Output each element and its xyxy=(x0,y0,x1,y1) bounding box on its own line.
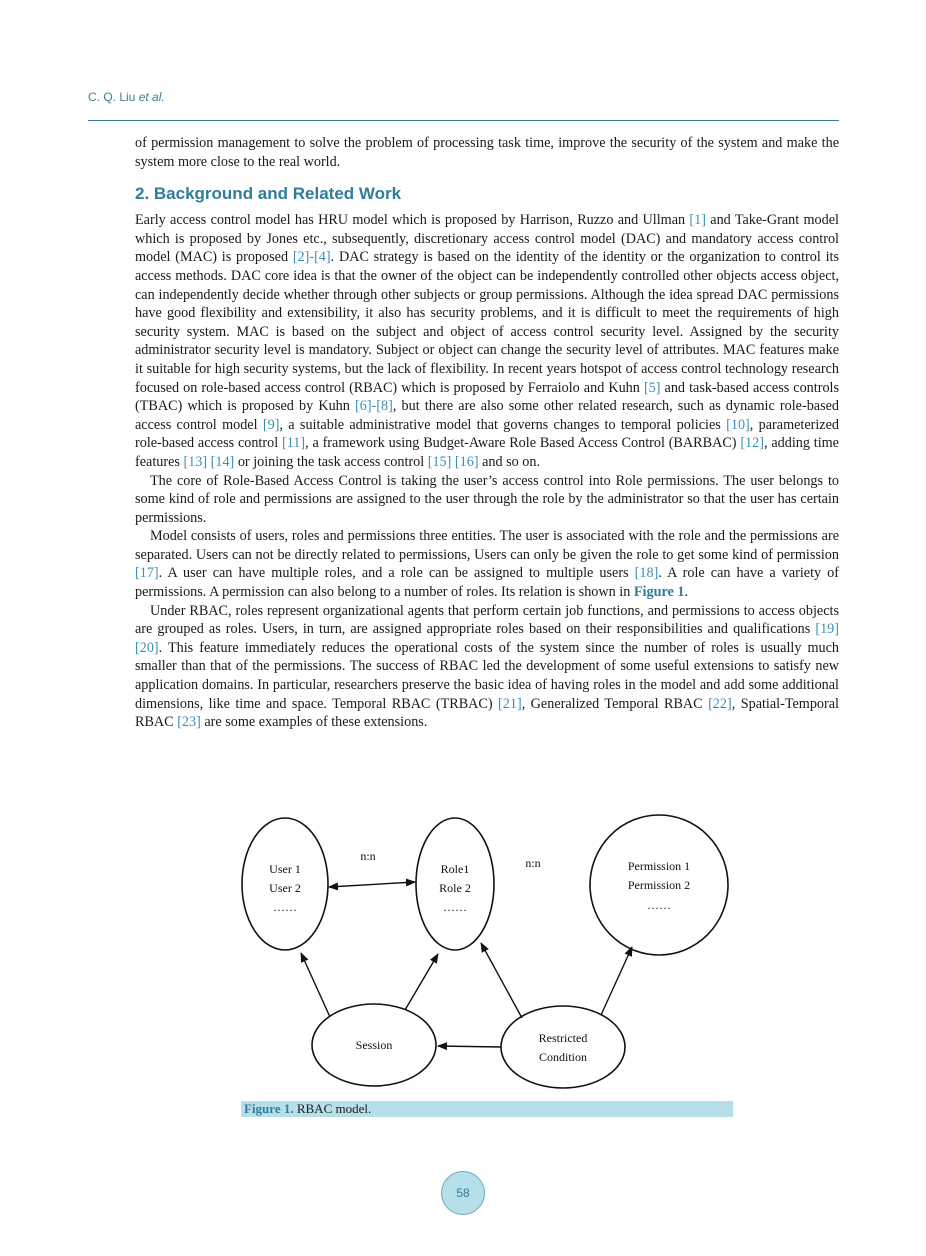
paragraph-2: The core of Role-Based Access Control is taking the user’s access control into Role permissions. The user belongs to some kind of role and permissions are assigned to the user through the role by the administrator so that the user has certain permissions. xyxy=(135,472,839,526)
citation-link[interactable]: [14] xyxy=(210,453,235,470)
citation-link[interactable]: [10] xyxy=(726,416,750,433)
paragraph-4: Under RBAC, roles represent organizational agents that perform certain job functions, and permissions to access objects are grouped as roles. Users, in turn, are assigned appropriate roles based on their responsibilities and qualifications [19] [20]. This feature immediately reduces the operational costs of the system since the number of roles is usually much smaller than that of the permissions. The success of RBAC led the development of some useful extensions to satisfy new application domains. In particular, researchers preserve the basic idea of having roles in the model and add some additional dimensions, like time and space. Temporal RBAC (TRBAC) [21], Generalized Temporal RBAC [22], Spatial-Temporal RBAC [23] are some examples of these extensions. xyxy=(135,602,839,731)
citation-link[interactable]: [12] xyxy=(740,435,764,452)
paragraph-1: Early access control model has HRU model which is proposed by Harrison, Ruzzo and Ullman [1] and Take-Grant model which is proposed by Jones etc., subsequently, discretionary access control model (DAC) and mandatory access control model (MAC) is proposed [2]-[4]. DAC strategy is based on the identity of the identity or the organization to control its access methods. DAC core idea is that the owner of the object can be independently controlled other objects access object, can independently decide whether through other subjects or group permissions. Although the idea spread DAC permissions have good flexibility and extensibility, it also has security problems, and it is difficult to meet the requirements of high security system. MAC is based on the subject and object of access control security level. Assigned by the security administrator security level is mandatory. Subject or object can change the security level of attributes. MAC features make it suitable for high security systems, but the lack of flexibility. In recent years hotspot of access control technology research focused on role-based access control (RBAC) which is proposed by Ferraiolo and Kuhn [5] and task-based access controls (TBAC) which is proposed by Kuhn [6]-[8], but there are also some other related research, such as dynamic role-based access control model [9], a suitable administrative model that governs changes to temporal policies [10], parameterized role-based access control [11], a framework using Budget-Aware Role Based Access Control (BARBAC) [12], adding time features [13] [14] or joining the task access control [15] [16] and so on. xyxy=(135,212,839,470)
user-role-connector xyxy=(329,882,415,887)
restricted-role-connector xyxy=(481,943,522,1018)
user-ellipsis-label: …… xyxy=(273,900,297,914)
caption-text: RBAC model. xyxy=(293,1101,372,1116)
intro-tail-paragraph: of permission management to solve the problem of processing task time, improve the security of the system and make the system more close to the real world. xyxy=(135,135,839,170)
header-rule xyxy=(88,120,839,121)
citation-link[interactable]: [13] xyxy=(183,453,208,470)
citation-link[interactable]: [17] xyxy=(135,565,159,582)
citation-link[interactable]: [20] xyxy=(135,639,159,656)
citation-link[interactable]: [16] xyxy=(454,453,479,470)
citation-link[interactable]: [11] xyxy=(281,435,306,452)
role-2-label: Role 2 xyxy=(439,881,471,895)
running-head-author: C. Q. Liu xyxy=(88,90,139,104)
citation-link[interactable]: [2]-[4] xyxy=(292,249,331,266)
session-user-connector xyxy=(301,953,330,1017)
citation-link[interactable]: [9] xyxy=(262,416,280,433)
role-1-label: Role1 xyxy=(440,862,470,876)
permission-2-label: Permission 2 xyxy=(627,878,691,892)
figure-caption xyxy=(241,1101,733,1117)
citation-link[interactable]: [23] xyxy=(177,714,201,731)
running-head-etal: et al. xyxy=(138,90,165,104)
restricted-permission-connector xyxy=(601,947,632,1015)
citation-link[interactable]: [6]-[8] xyxy=(355,398,393,415)
permission-ellipsis-label: …… xyxy=(647,898,671,912)
condition-label: Condition xyxy=(538,1050,588,1064)
citation-link[interactable]: [1] xyxy=(689,212,706,229)
restricted-session-connector xyxy=(438,1046,501,1047)
running-head xyxy=(88,90,165,104)
page-number: 58 xyxy=(441,1171,485,1215)
user-1-label: User 1 xyxy=(269,862,301,876)
section-heading: 2. Background and Related Work xyxy=(135,184,402,204)
figure-link[interactable]: Figure 1 xyxy=(633,584,685,601)
citation-link[interactable]: [21] xyxy=(498,695,522,712)
user-role-multiplicity: n:n xyxy=(360,849,376,863)
user-2-label: User 2 xyxy=(269,881,301,895)
paragraph-3: Model consists of users, roles and permissions three entities. The user is associated with the role and the permissions are separated. Users can not be directly related to permissions, Users can only be given the role to get some kind of permission [17]. A user can have multiple roles, and a role can be assigned to multiple users [18]. A role can have a variety of permissions. A permission can also belong to a number of roles. Its relation is shown in Figure 1. xyxy=(135,528,839,601)
citation-link[interactable]: [18] xyxy=(634,565,659,582)
citation-link[interactable]: [15] xyxy=(427,453,452,470)
citation-link[interactable]: [5] xyxy=(643,379,661,396)
citation-link[interactable]: [22] xyxy=(708,695,732,712)
session-role-connector xyxy=(405,954,438,1010)
body-text xyxy=(135,134,839,732)
restricted-condition-node xyxy=(501,1006,625,1088)
rbac-diagram xyxy=(235,810,735,1100)
citation-link[interactable]: [19] xyxy=(815,621,839,638)
session-label: Session xyxy=(355,1038,393,1052)
caption-label: Figure 1. xyxy=(244,1101,294,1116)
role-permission-multiplicity: n:n xyxy=(525,856,541,870)
role-ellipsis-label: …… xyxy=(443,900,467,914)
restricted-label: Restricted xyxy=(538,1031,588,1045)
permission-1-label: Permission 1 xyxy=(627,859,691,873)
